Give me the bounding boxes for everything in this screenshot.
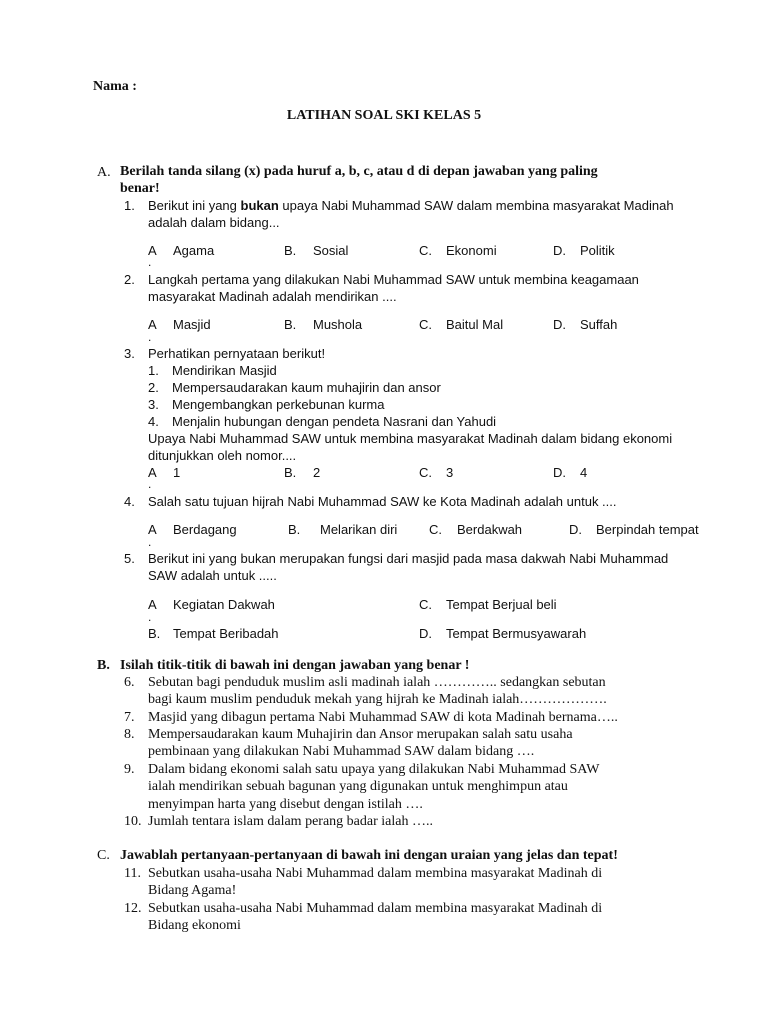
q3-option-c-key: C. [419,465,432,480]
b-q-text: bagi kaum muslim penduduk mekah yang hijrah ke Madinah ialah………………. [148,692,607,707]
b-q-text: Masjid yang dibagun pertama Nabi Muhammad SAW di kota Madinah bernama….. [148,710,618,725]
q3-option-c: 3 [446,465,454,480]
b-q-text: Sebutan bagi penduduk muslim asli madinah ialah ………….. sedangkan sebutan [148,675,606,690]
q4-option-d: Berpindah tempat [596,522,699,537]
q3-number: 3. [124,346,135,361]
q2-option-c: Baitul Mal [446,317,504,332]
q4-option-a: Berdagang [173,522,237,537]
q4-option-b-key: B. [288,522,301,537]
section-b-instruction: Isilah titik-titik di bawah ini dengan jawaban yang benar ! [120,658,470,673]
q1-text-cont: adalah dalam bidang... [148,215,280,230]
q5-option-b-key: B. [148,626,161,641]
q3-text-cont: ditunjukkan oleh nomor.... [148,448,297,463]
q4-option-a-key: A [148,522,157,537]
stray-dot: . [148,610,152,624]
q3-item: Mengembangkan perkebunan kurma [172,397,385,412]
b-q-text: Dalam bidang ekonomi salah satu upaya yang dilakukan Nabi Muhammad SAW [148,762,600,777]
q1-option-b-key: B. [284,243,297,258]
q1-option-c-key: C. [419,243,432,258]
q5-number: 5. [124,551,135,566]
c-q-number: 11. [124,866,141,881]
q1-option-d-key: D. [553,243,566,258]
q4-option-c-key: C. [429,522,442,537]
section-c-letter: C. [97,848,110,863]
q5-option-d-key: D. [419,626,432,641]
c-q-text: Sebutkan usaha-usaha Nabi Muhammad dalam membina masyarakat Madinah di [148,901,603,916]
q5-text: Berikut ini yang bukan merupakan fungsi dari masjid pada masa dakwah Nabi Muhammad [148,551,669,566]
q4-text: Salah satu tujuan hijrah Nabi Muhammad SAW ke Kota Madinah adalah untuk .... [148,494,617,509]
q3-option-d: 4 [580,465,588,480]
stray-dot: . [148,255,152,269]
q4-option-c: Berdakwah [457,522,523,537]
q2-option-d: Suffah [580,317,618,332]
b-q-text: Jumlah tentara islam dalam perang badar ialah ….. [148,814,433,829]
name-label: Nama : [93,79,137,94]
q4-number: 4. [124,494,135,509]
stray-dot: . [148,330,152,344]
b-q-text: pembinaan yang dilakukan Nabi Muhammad SAW dalam bidang …. [148,744,535,759]
q5-option-a: Kegiatan Dakwah [173,597,275,612]
q3-option-d-key: D. [553,465,566,480]
q2-option-b: Mushola [313,317,363,332]
b-q-number: 9. [124,762,135,777]
stray-dot: . [148,535,152,549]
q3-item-number: 3. [148,397,159,412]
q1-option-a-key: A [148,243,157,258]
q3-item: Mempersaudarakan kaum muhajirin dan ansor [172,380,441,395]
q3-item-number: 4. [148,414,159,429]
c-q-text: Bidang Agama! [148,883,237,898]
q5-option-c-key: C. [419,597,432,612]
b-q-text: Mempersaudarakan kaum Muhajirin dan Ansor merupakan salah satu usaha [148,727,573,742]
b-q-number: 7. [124,710,135,725]
q2-option-a: Masjid [173,317,211,332]
b-q-number: 8. [124,727,135,742]
section-a-letter: A. [97,165,111,180]
q5-option-b: Tempat Beribadah [173,626,279,641]
q2-option-c-key: C. [419,317,432,332]
q4-option-d-key: D. [569,522,582,537]
c-q-text: Bidang ekonomi [148,918,241,933]
q3-text-cont: Upaya Nabi Muhammad SAW untuk membina masyarakat Madinah dalam bidang ekonomi [148,431,673,446]
section-c-instruction: Jawablah pertanyaan-pertanyaan di bawah ini dengan uraian yang jelas dan tepat! [120,848,618,863]
c-q-text: Sebutkan usaha-usaha Nabi Muhammad dalam membina masyarakat Madinah di [148,866,603,881]
q5-text-cont: SAW adalah untuk ..... [148,568,277,583]
c-q-number: 12. [124,901,142,916]
q2-text: Langkah pertama yang dilakukan Nabi Muhammad SAW untuk membina keagamaan [148,272,639,287]
q1-text: Berikut ini yang bukan upaya Nabi Muhammad SAW dalam membina masyarakat Madinah [148,198,674,213]
q2-option-b-key: B. [284,317,297,332]
section-a-instruction-cont: benar! [120,181,160,196]
q1-option-a: Agama [173,243,215,258]
q2-option-a-key: A [148,317,157,332]
q2-number: 2. [124,272,135,287]
q5-option-c: Tempat Berjual beli [446,597,557,612]
q2-option-d-key: D. [553,317,566,332]
q3-text: Perhatikan pernyataan berikut! [148,346,326,361]
q5-option-a-key: A [148,597,157,612]
q3-item: Mendirikan Masjid [172,363,277,378]
b-q-number: 10. [124,814,142,829]
b-q-text: ialah mendirikan sebuah bagunan yang digunakan untuk menghimpun atau [148,779,568,794]
q3-option-b: 2 [313,465,321,480]
b-q-text: menyimpan harta yang disebut dengan istilah …. [148,797,423,812]
q3-item-number: 1. [148,363,159,378]
section-b-letter: B. [97,658,110,673]
page-title: LATIHAN SOAL SKI KELAS 5 [286,108,482,123]
q1-option-b: Sosial [313,243,349,258]
q4-option-b: Melarikan diri [320,522,398,537]
q1-option-d: Politik [580,243,615,258]
q1-option-c: Ekonomi [446,243,497,258]
q3-item: Menjalin hubungan dengan pendeta Nasrani dan Yahudi [172,414,497,429]
q3-item-number: 2. [148,380,159,395]
q5-option-d: Tempat Bermusyawarah [446,626,587,641]
q2-text-cont: masyarakat Madinah adalah mendirikan .... [148,289,397,304]
q3-option-a: 1 [173,465,181,480]
q1-number: 1. [124,198,135,213]
section-a-instruction: Berilah tanda silang (x) pada huruf a, b, c, atau d di depan jawaban yang paling [120,164,598,179]
stray-dot: . [148,477,152,491]
q3-option-a-key: A [148,465,157,480]
q3-option-b-key: B. [284,465,297,480]
b-q-number: 6. [124,675,135,690]
